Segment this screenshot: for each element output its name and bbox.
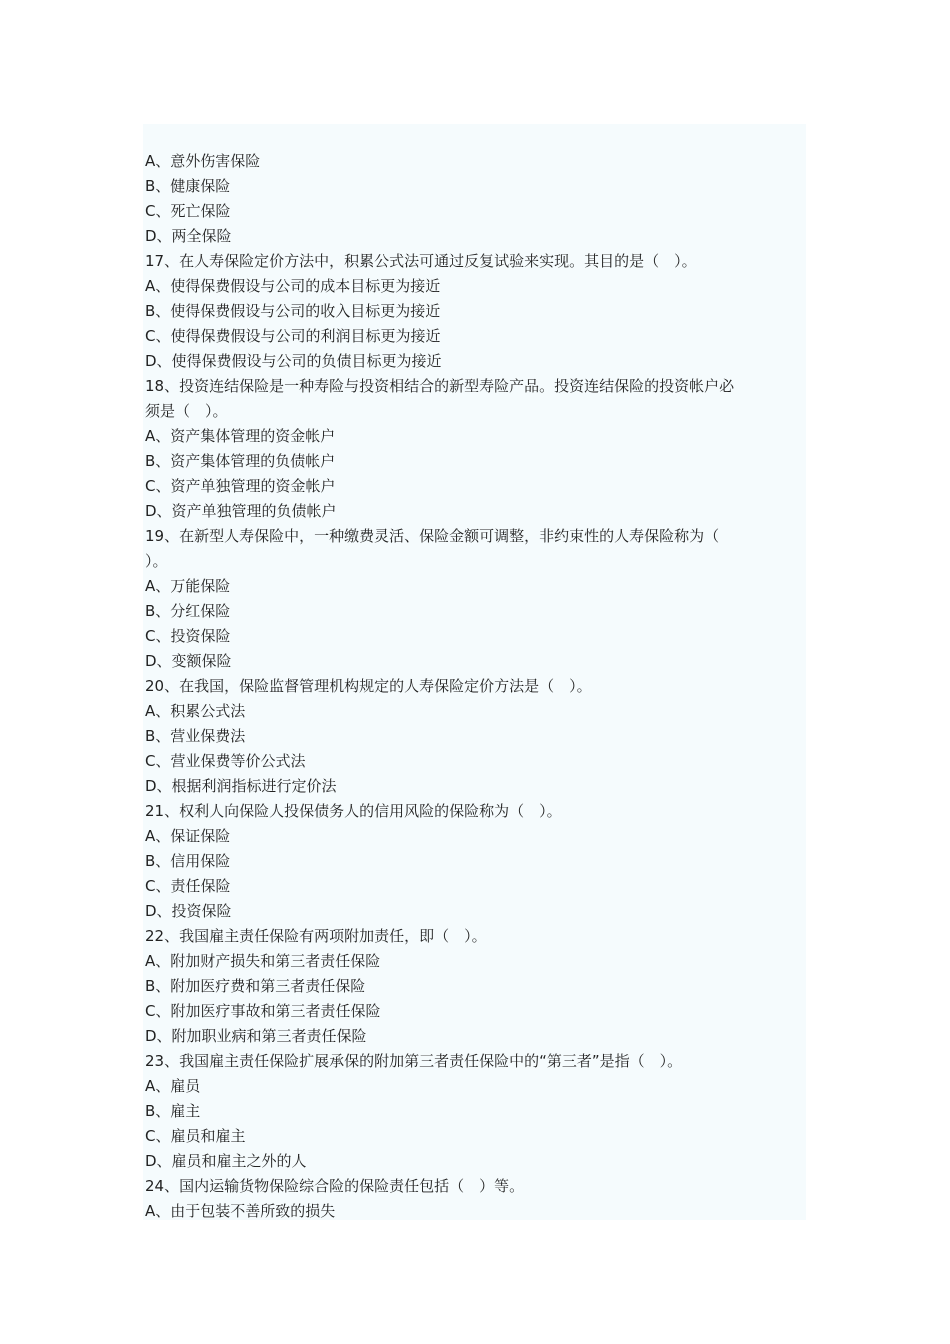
text-line: A、意外伤害保险 (145, 152, 261, 170)
text-line: D、资产单独管理的负债帐户 (145, 502, 337, 520)
text-line: D、两全保险 (145, 227, 232, 245)
text-line: D、附加职业病和第三者责任保险 (145, 1027, 367, 1045)
text-line: C、资产单独管理的资金帐户 (145, 477, 336, 495)
question-line: 23、我国雇主责任保险扩展承保的附加第三者责任保险中的“第三者”是指（ ）。 (145, 1052, 683, 1070)
text-line: A、积累公式法 (145, 702, 246, 720)
question-line: 17、在人寿保险定价方法中，积累公式法可通过反复试验来实现。其目的是（ ）。 (145, 252, 697, 270)
text-line: B、资产集体管理的负债帐户 (145, 452, 336, 470)
text-line: C、附加医疗事故和第三者责任保险 (145, 1002, 381, 1020)
text-line: B、信用保险 (145, 852, 231, 870)
question-line: 19、在新型人寿保险中，一种缴费灵活、保险金额可调整，非约束性的人寿保险称为（ (145, 527, 720, 545)
text-line: C、死亡保险 (145, 202, 231, 220)
text-line: C、雇员和雇主 (145, 1127, 246, 1145)
question-text-block (145, 149, 805, 1224)
text-line: B、使得保费假设与公司的收入目标更为接近 (145, 302, 441, 320)
text-line: B、分红保险 (145, 602, 231, 620)
question-line: 18、投资连结保险是一种寿险与投资相结合的新型寿险产品。投资连结保险的投资帐户必 (145, 377, 735, 395)
text-line: 须是（ ）。 (145, 402, 228, 420)
text-line: A、保证保险 (145, 827, 231, 845)
question-line: 21、权利人向保险人投保债务人的信用风险的保险称为（ ）。 (145, 802, 562, 820)
text-line: C、责任保险 (145, 877, 231, 895)
text-line: A、使得保费假设与公司的成本目标更为接近 (145, 277, 441, 295)
question-line: 22、我国雇主责任保险有两项附加责任，即（ ）。 (145, 927, 487, 945)
text-line: A、万能保险 (145, 577, 231, 595)
text-line: A、由于包装不善所致的损失 (145, 1202, 336, 1220)
text-line: B、附加医疗费和第三者责任保险 (145, 977, 366, 995)
text-line: A、附加财产损失和第三者责任保险 (145, 952, 381, 970)
question-line: 20、在我国，保险监督管理机构规定的人寿保险定价方法是（ ）。 (145, 677, 592, 695)
text-line: B、雇主 (145, 1102, 201, 1120)
text-line: D、变额保险 (145, 652, 232, 670)
text-line: A、资产集体管理的资金帐户 (145, 427, 336, 445)
text-line: D、根据利润指标进行定价法 (145, 777, 337, 795)
text-line: C、营业保费等价公式法 (145, 752, 306, 770)
text-line: ）。 (145, 552, 168, 570)
text-line: C、使得保费假设与公司的利润目标更为接近 (145, 327, 441, 345)
text-line: A、雇员 (145, 1077, 201, 1095)
text-line: D、雇员和雇主之外的人 (145, 1152, 307, 1170)
text-line: B、健康保险 (145, 177, 231, 195)
text-line: D、投资保险 (145, 902, 232, 920)
text-line: B、营业保费法 (145, 727, 246, 745)
question-line: 24、国内运输货物保险综合险的保险责任包括（ ）等。 (145, 1177, 525, 1195)
text-line: C、投资保险 (145, 627, 231, 645)
text-line: D、使得保费假设与公司的负债目标更为接近 (145, 352, 442, 370)
